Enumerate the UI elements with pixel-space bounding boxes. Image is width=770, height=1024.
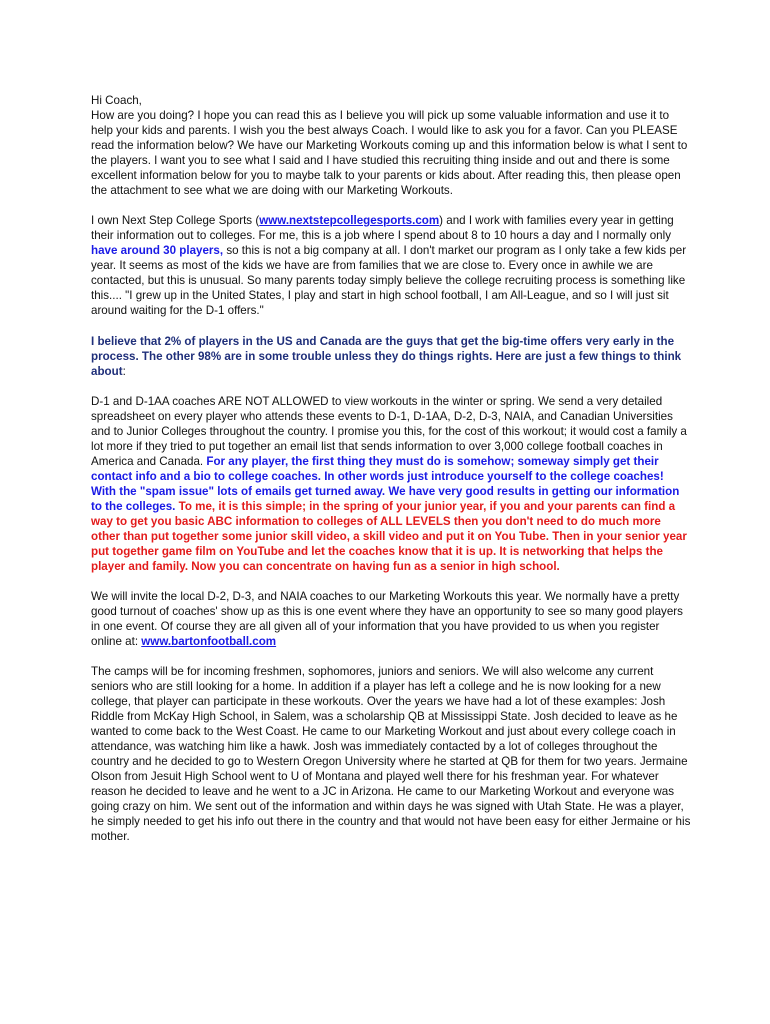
paragraph-intro (91, 108, 691, 198)
company-text-b: ) and I work with families every year in getting their information out to colleges. For me, this is a job where I spend about 8 to 10 hours a day and I normally only (91, 214, 674, 242)
company-text-a: I own Next Step College Sports ( (91, 214, 260, 227)
greeting (91, 93, 691, 108)
paragraph-company (91, 213, 691, 318)
invite-text: We will invite the local D-2, D-3, and NAIA coaches to our Marketing Workouts this year. We normally have a pretty good turnout of coaches' show up as this is one event where they have an opportunity to see so many good players in one event. Of course they are all given all of your information that you have provided to us when you register online at: (91, 590, 683, 648)
greeting-text: Hi Coach, (91, 94, 142, 107)
workouts-red-highlight: To me, it is this simple; in the spring of your junior year, if you and your parents can find a way to get you basic ABC information to colleges of ALL LEVELS then you don't need to do much more other than put together some junior skill video, a skill video and put it on You Tube. Then in your senior year put together game film on YouTube and let the coaches know that it is up. It is networking that helps the player and family. Now you can concentrate on having fun as a senior in high school. (91, 500, 687, 573)
camps-text: The camps will be for incoming freshmen, sophomores, juniors and seniors. We will also welcome any current seniors who are still looking for a home. In addition if a player has left a college and he is now looking for a new college, that player can participate in these workouts. Over the years we have had a lot of these examples: Josh Riddle from McKay High School, in Salem, was a scholarship QB at Mississippi State. Josh decided to leave as he wanted to come back to the West Coast. He came to our Marketing Workout and just about every college coach in attendance, was watching him like a hawk. Josh was immediately contacted by a lot of colleges throughout the country and he decided to go to Western Oregon University where he started at QB for them for two years. Jermaine Olson from Jesuit High School went to U of Montana and played well there for his freshman year. For whatever reason he decided to leave and he went to a JC in Arizona. He came to our Marketing Workout and everyone was going crazy on him. We sent out of the information and within days he was signed with Utah State. He was a player, he simply needed to get his info out there in the country and that would not have been easy for either Jermaine or his mother. (91, 665, 691, 843)
letter-body (91, 93, 691, 859)
paragraph-two-percent (91, 334, 691, 379)
company-highlight: have around 30 players, (91, 244, 224, 257)
workouts-blue-highlight: For any player, the first thing they must do is somehow; someway simply get their contact info and a bio to college coaches. In other words just introduce yourself to the college coaches! With the "spam issue" lots of emails get turned away. We have very good results in getting our information to the colleges. (91, 455, 680, 513)
paragraph-workouts (91, 394, 691, 574)
two-percent-text: I believe that 2% of players in the US and Canada are the guys that get the big-time offers very early in the process. The other 98% are in some trouble unless they do things rights. Here are just a few things to think about (91, 335, 682, 378)
paragraph-camps (91, 664, 691, 844)
paragraph-invite (91, 589, 691, 649)
intro-text: How are you doing? I hope you can read this as I believe you will pick up some valuable information and use it to help your kids and parents. I wish you the best always Coach. I would like to ask you for a favor. Can you PLEASE read the information below? We have our Marketing Workouts coming up and this information below is what I sent to the players. I want you to see what I said and I have studied this recruiting thing inside and out and there is some excellent information below for you to maybe talk to your parents or kids about. After reading this, then please open the attachment to see what we are doing with our Marketing Workouts. (91, 109, 688, 197)
workouts-text: D-1 and D-1AA coaches ARE NOT ALLOWED to view workouts in the winter or spring. We send a very detailed spreadsheet on every player who attends these events to D-1, D-1AA, D-2, D-3, NAIA, and Canadian Universities and to Junior Colleges throughout the country. I promise you this, for the cost of this workout; it would cost a family a lot more if they tried to put together an email list that sends information to over 3,000 college football coaches in America and Canada. (91, 395, 687, 468)
barton-link[interactable]: www.bartonfootball.com (141, 635, 277, 648)
nextstep-link[interactable]: www.nextstepcollegesports.com (259, 214, 440, 227)
company-text-c: so this is not a big company at all. I don't market our program as I only take a few kids per year. It seems as most of the kids we have are from families that we are close to. Every once in awhile we are contacted, but this is unusual. So many parents today simply believe the college recruiting process is something like this.... "I grew up in the United States, I play and start in high school football, I am All-League, and so I will just sit around waiting for the D-1 offers." (91, 244, 687, 317)
two-percent-colon: : (122, 365, 126, 378)
